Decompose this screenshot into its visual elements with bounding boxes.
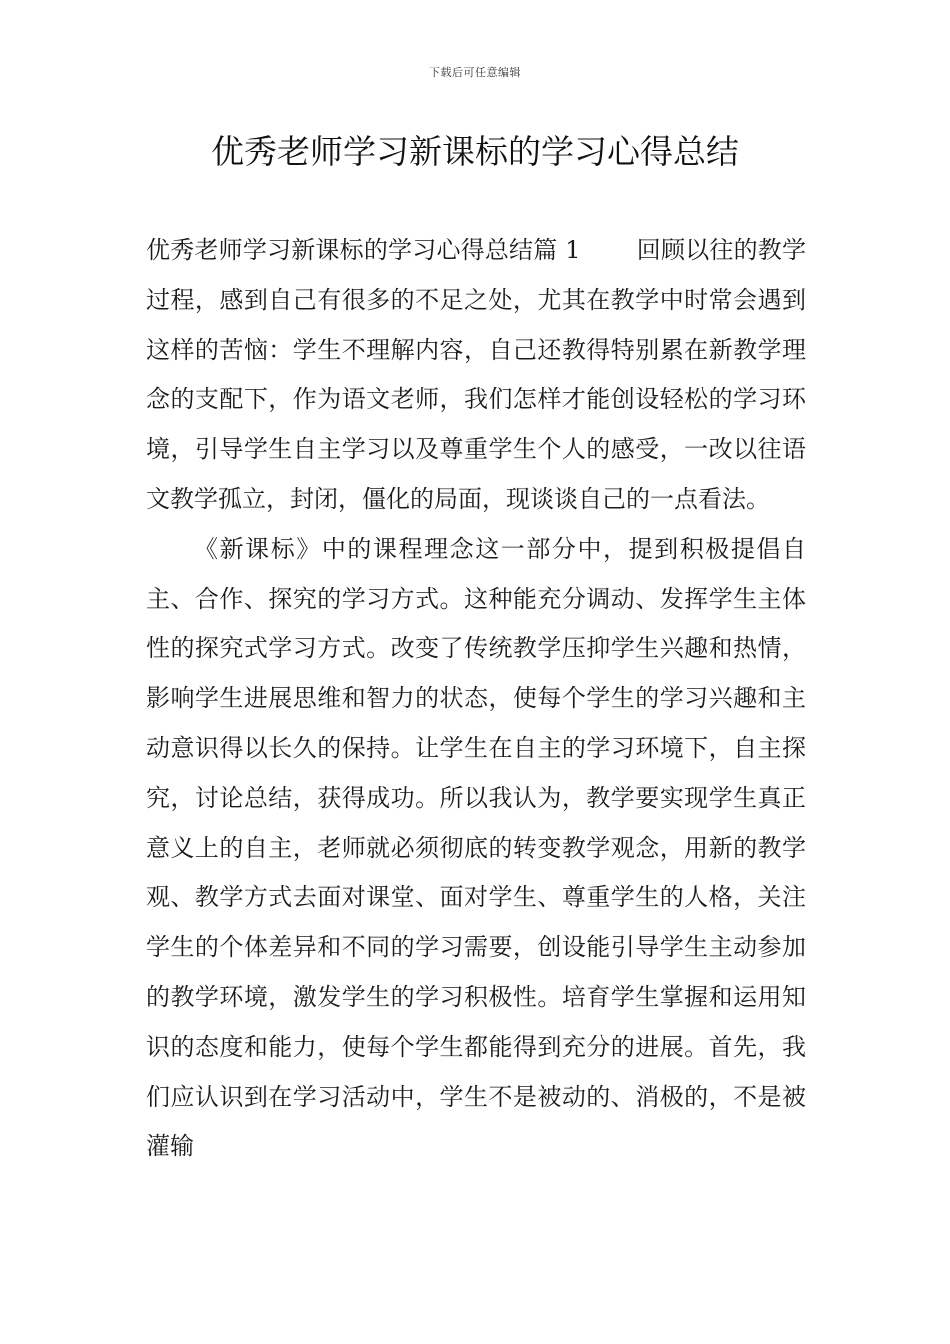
section-heading: 优秀老师学习新课标的学习心得总结篇 1	[146, 236, 581, 264]
document-title: 优秀老师学习新课标的学习心得总结	[211, 132, 739, 171]
header-note: 下载后可任意编辑	[429, 66, 521, 79]
paragraph-1-text: 回顾以往的教学过程，感到自己有很多的不足之处，尤其在教学中时常会遇到这样的苦恼：学生不理解内容，自己还教得特别累在新教学理念的支配下，作为语文老师，我们怎样才能创设轻松的学习环境，引导学生自主学习以及尊重学生个人的感受，一改以往语文教学孤立，封闭，僵化的局面，现谈谈自己的一点看法。	[146, 236, 807, 513]
document-body	[146, 226, 806, 1172]
paragraph-2: 《新课标》中的课程理念这一部分中，提到积极提倡自主、合作、探究的学习方式。这种能充分调动、发挥学生主体性的探究式学习方式。改变了传统教学压抑学生兴趣和热情，影响学生进展思维和智力的状态，使每个学生的学习兴趣和主动意识得以长久的保持。让学生在自主的学习环境下，自主探究，讨论总结，获得成功。所以我认为，教学要实现学生真正意义上的自主，老师就必须彻底的转变教学观念，用新的教学观、教学方式去面对课堂、面对学生、尊重学生的人格，关注学生的个体差异和不同的学习需要，创设能引导学生主动参加的教学环境，激发学生的学习积极性。培育学生掌握和运用知识的态度和能力，使每个学生都能得到充分的进展。首先，我们应认识到在学习活动中，学生不是被动的、消极的，不是被灌输	[146, 534, 806, 1161]
paragraph-1	[146, 226, 806, 525]
